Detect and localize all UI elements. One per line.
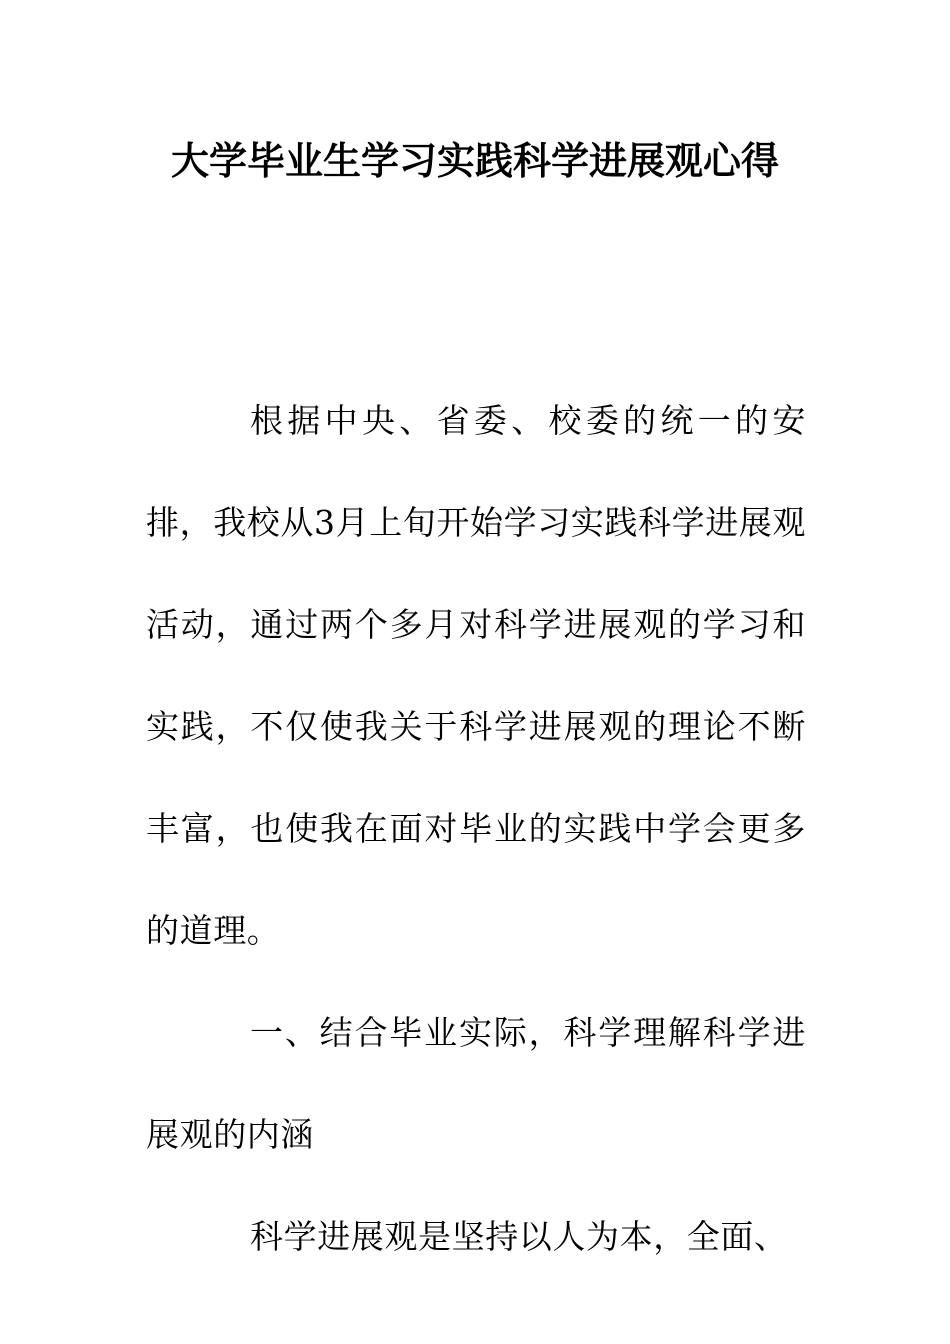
paragraph-body: 科学进展观是坚持以人为本，全面、 xyxy=(250,1217,788,1256)
document-body xyxy=(146,370,806,1288)
paragraph-intro: 根据中央、省委、校委的统一的安排，我校从3月上旬开始学习实践科学进展观活动，通过两个多月对科学进展观的学习和实践，不仅使我关于科学进展观的理论不断丰富，也使我在面对毕业的实践中学会更多的道理。 xyxy=(146,401,806,950)
paragraph-section-heading: 一、结合毕业实际，科学理解科学进展观的内涵 xyxy=(146,1013,806,1154)
document-title: 大学毕业生学习实践科学进展观心得 xyxy=(170,139,779,183)
